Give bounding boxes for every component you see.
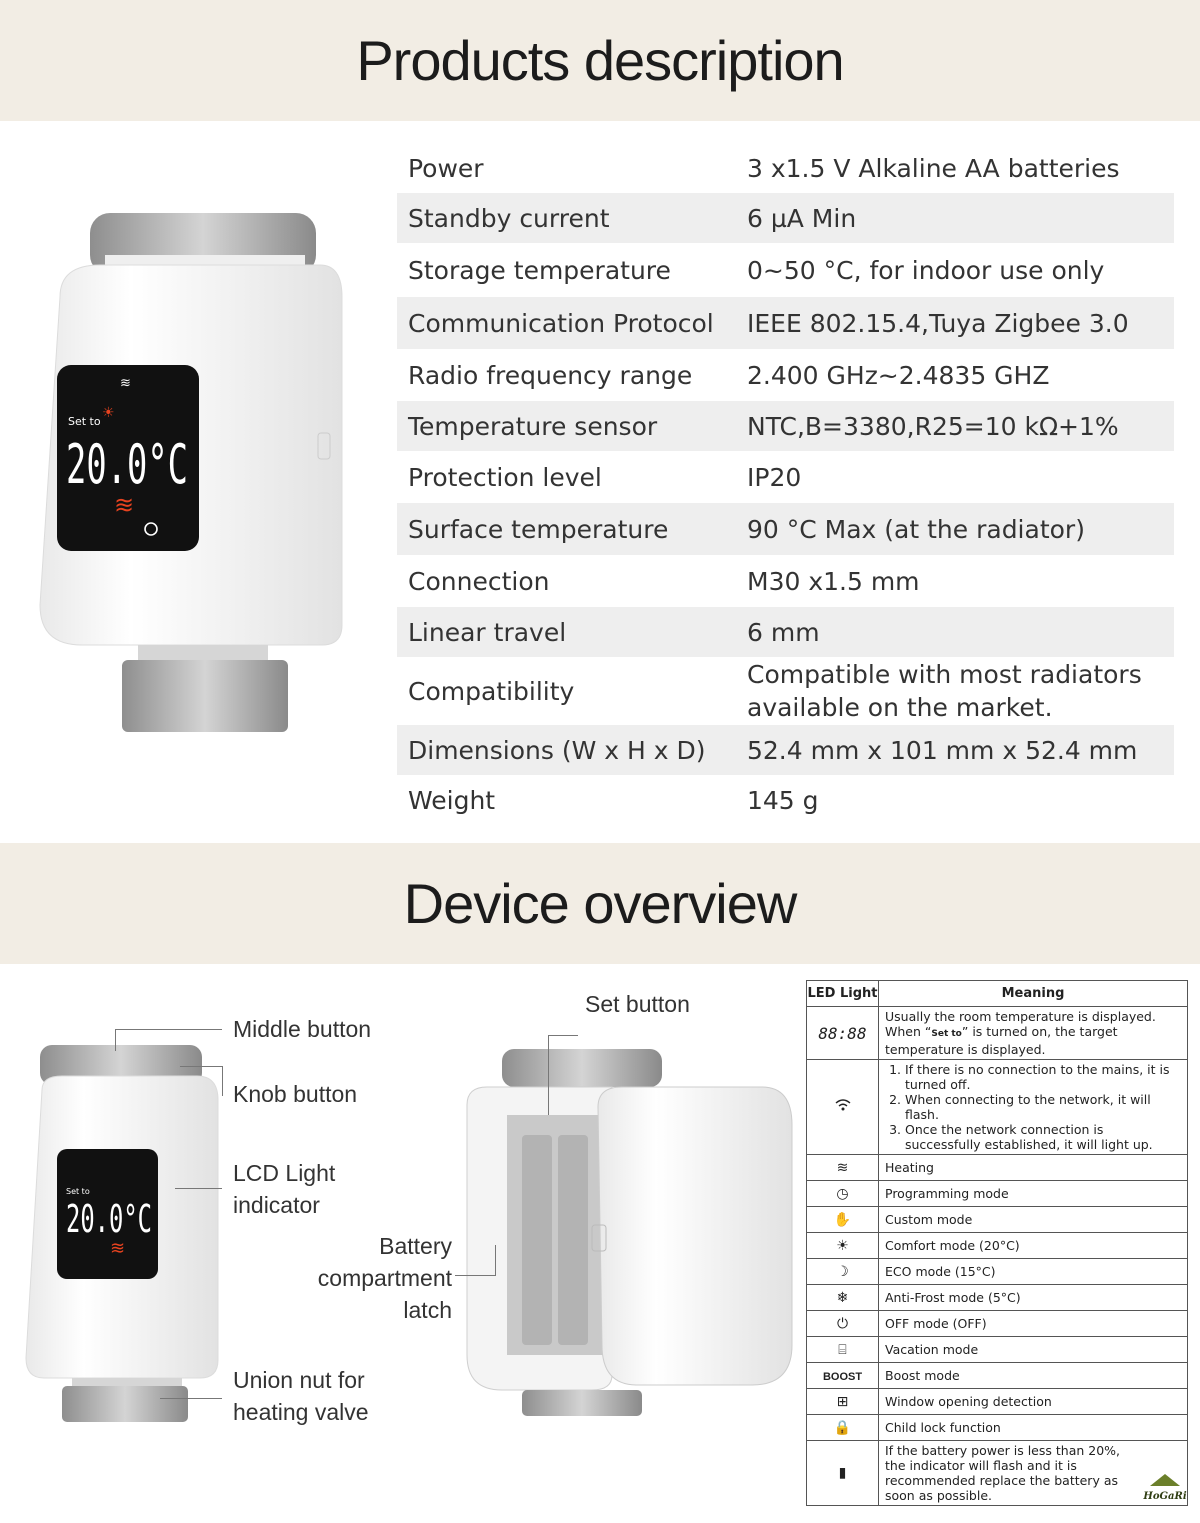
wifi-meaning-item: 1. If there is no connection to the mains, it is turned off. xyxy=(905,1062,1181,1092)
heating-icon: ≋ xyxy=(807,1155,879,1181)
spec-value: 2.400 GHz~2.4835 GHZ xyxy=(747,360,1050,390)
spec-label: Dimensions (W x H x D) xyxy=(408,735,706,765)
moon-icon: ☽ xyxy=(807,1259,879,1285)
legend-row xyxy=(807,1233,1188,1259)
middle-button-label: Middle button xyxy=(233,1016,372,1042)
lcd-set-to-label-2: Set to xyxy=(66,1187,90,1196)
spec-label: Storage temperature xyxy=(408,255,671,285)
device-overview-title: Device overview xyxy=(403,872,797,935)
svg-text:☀: ☀ xyxy=(102,405,115,421)
spec-row xyxy=(397,143,1174,193)
spec-value: IP20 xyxy=(747,462,802,492)
svg-text:≋: ≋ xyxy=(120,376,131,391)
legend-meaning: Boost mode xyxy=(879,1363,1188,1389)
lcd-set-to-label: Set to xyxy=(68,415,101,428)
spec-row xyxy=(397,607,1174,657)
svg-text:≋: ≋ xyxy=(110,1238,126,1259)
spec-table xyxy=(397,143,1174,825)
svg-text:HoGaRi: HoGaRi xyxy=(1143,1491,1187,1502)
spec-value: 0~50 °C, for indoor use only xyxy=(747,255,1105,285)
legend-meaning: Child lock function xyxy=(879,1415,1188,1441)
spec-label: Radio frequency range xyxy=(408,360,693,390)
battery-icon: ▮ xyxy=(807,1441,879,1506)
led-legend-table xyxy=(806,980,1188,1506)
boost-label: BOOST xyxy=(807,1363,879,1389)
spec-row xyxy=(397,725,1174,775)
legend-row xyxy=(807,1389,1188,1415)
spec-value: 3 x1.5 V Alkaline AA batteries xyxy=(747,153,1120,183)
thermostat-product-image xyxy=(30,205,360,745)
legend-meaning: ECO mode (15°C) xyxy=(879,1259,1188,1285)
spec-value: 6 µA Min xyxy=(747,203,857,233)
set-button-label: Set button xyxy=(585,991,690,1017)
legend-wifi-meaning xyxy=(879,1060,1188,1155)
lock-icon: 🔒 xyxy=(807,1415,879,1441)
thermostat-opened-image xyxy=(462,1045,807,1420)
legend-row xyxy=(807,1337,1188,1363)
legend-row xyxy=(807,1285,1188,1311)
wifi-meaning-item: 3. Once the network connection is successfully established, it will light up. xyxy=(905,1122,1181,1152)
hand-icon: ✋ xyxy=(807,1207,879,1233)
svg-text:≋: ≋ xyxy=(114,491,135,519)
lcd-temperature-2: 20.0°C xyxy=(66,1197,152,1241)
spec-value: 145 g xyxy=(747,785,819,815)
spec-label: Power xyxy=(408,153,484,183)
legend-meaning: Heating xyxy=(879,1155,1188,1181)
spec-row xyxy=(397,555,1174,607)
spec-label: Communication Protocol xyxy=(408,308,714,338)
legend-meaning: Custom mode xyxy=(879,1207,1188,1233)
legend-row xyxy=(807,1311,1188,1337)
suitcase-icon: ⌸ xyxy=(807,1337,879,1363)
seven-segment-icon: 88:88 xyxy=(807,1007,879,1060)
middle-button-leader xyxy=(115,1029,222,1030)
legend-meaning: OFF mode (OFF) xyxy=(879,1311,1188,1337)
spec-value: M30 x1.5 mm xyxy=(747,566,920,596)
power-icon: ⏻ xyxy=(807,1311,879,1337)
spec-value: Compatible with most radiators available on the market. xyxy=(747,660,1142,722)
spec-row xyxy=(397,401,1174,451)
lcd-light-label: LCD Light indicator xyxy=(233,1160,336,1218)
sun-icon: ☀ xyxy=(807,1233,879,1259)
legend-meaning: Programming mode xyxy=(879,1181,1188,1207)
legend-display-meaning: Usually the room temperature is displayed. When “Set to” is turned on, the target temperature is displayed. xyxy=(879,1007,1188,1060)
lcd-temperature: 20.0°C xyxy=(66,433,188,496)
legend-row xyxy=(807,1181,1188,1207)
legend-battery-meaning: If the battery power is less than 20%, the indicator will flash and it is recommended replace the battery as soon as possible. xyxy=(879,1441,1188,1506)
window-icon: ⊞ xyxy=(807,1389,879,1415)
spec-label: Temperature sensor xyxy=(408,411,658,441)
thermostat-annotated-image xyxy=(22,1040,222,1425)
spec-label: Linear travel xyxy=(408,617,567,647)
spec-value: 6 mm xyxy=(747,617,820,647)
spec-label: Weight xyxy=(408,785,496,815)
legend-header-meaning: Meaning xyxy=(879,981,1188,1007)
legend-meaning: Vacation mode xyxy=(879,1337,1188,1363)
device-overview-banner xyxy=(0,843,1200,964)
spec-value: NTC,B=3380,R25=10 kΩ+1% xyxy=(747,411,1119,441)
products-description-banner xyxy=(0,0,1200,121)
legend-row-battery xyxy=(807,1441,1188,1506)
legend-row xyxy=(807,1259,1188,1285)
legend-meaning: Window opening detection xyxy=(879,1389,1188,1415)
spec-row xyxy=(397,503,1174,555)
battery-latch-label: Battery compartment latch xyxy=(317,1233,452,1323)
spec-row xyxy=(397,243,1174,297)
spec-row xyxy=(397,657,1174,725)
spec-label: Surface temperature xyxy=(408,514,669,544)
snowflake-icon: ❄ xyxy=(807,1285,879,1311)
spec-label: Protection level xyxy=(408,462,602,492)
legend-header-led: LED Light xyxy=(807,981,879,1007)
spec-value: IEEE 802.15.4,Tuya Zigbee 3.0 xyxy=(747,308,1129,338)
spec-label: Connection xyxy=(408,566,550,596)
hogari-logo xyxy=(1140,1468,1190,1508)
wifi-meaning-item: 2. When connecting to the network, it will flash. xyxy=(905,1092,1181,1122)
products-description-title: Products description xyxy=(356,29,844,92)
spec-label: Compatibility xyxy=(408,676,575,706)
union-nut-label: Union nut for heating valve xyxy=(233,1367,369,1425)
spec-value: 90 °C Max (at the radiator) xyxy=(747,514,1085,544)
spec-row xyxy=(397,193,1174,243)
spec-label: Standby current xyxy=(408,203,610,233)
spec-row xyxy=(397,349,1174,401)
wifi-icon xyxy=(807,1060,879,1155)
spec-value: 52.4 mm x 101 mm x 52.4 mm xyxy=(747,735,1138,765)
legend-meaning: Anti-Frost mode (5°C) xyxy=(879,1285,1188,1311)
spec-row xyxy=(397,451,1174,503)
legend-meaning: Comfort mode (20°C) xyxy=(879,1233,1188,1259)
legend-row xyxy=(807,1207,1188,1233)
legend-row xyxy=(807,1155,1188,1181)
spec-row xyxy=(397,775,1174,825)
clock-icon: ◷ xyxy=(807,1181,879,1207)
knob-button-label: Knob button xyxy=(233,1081,358,1107)
legend-row xyxy=(807,1415,1188,1441)
legend-row xyxy=(807,1363,1188,1389)
spec-row xyxy=(397,297,1174,349)
